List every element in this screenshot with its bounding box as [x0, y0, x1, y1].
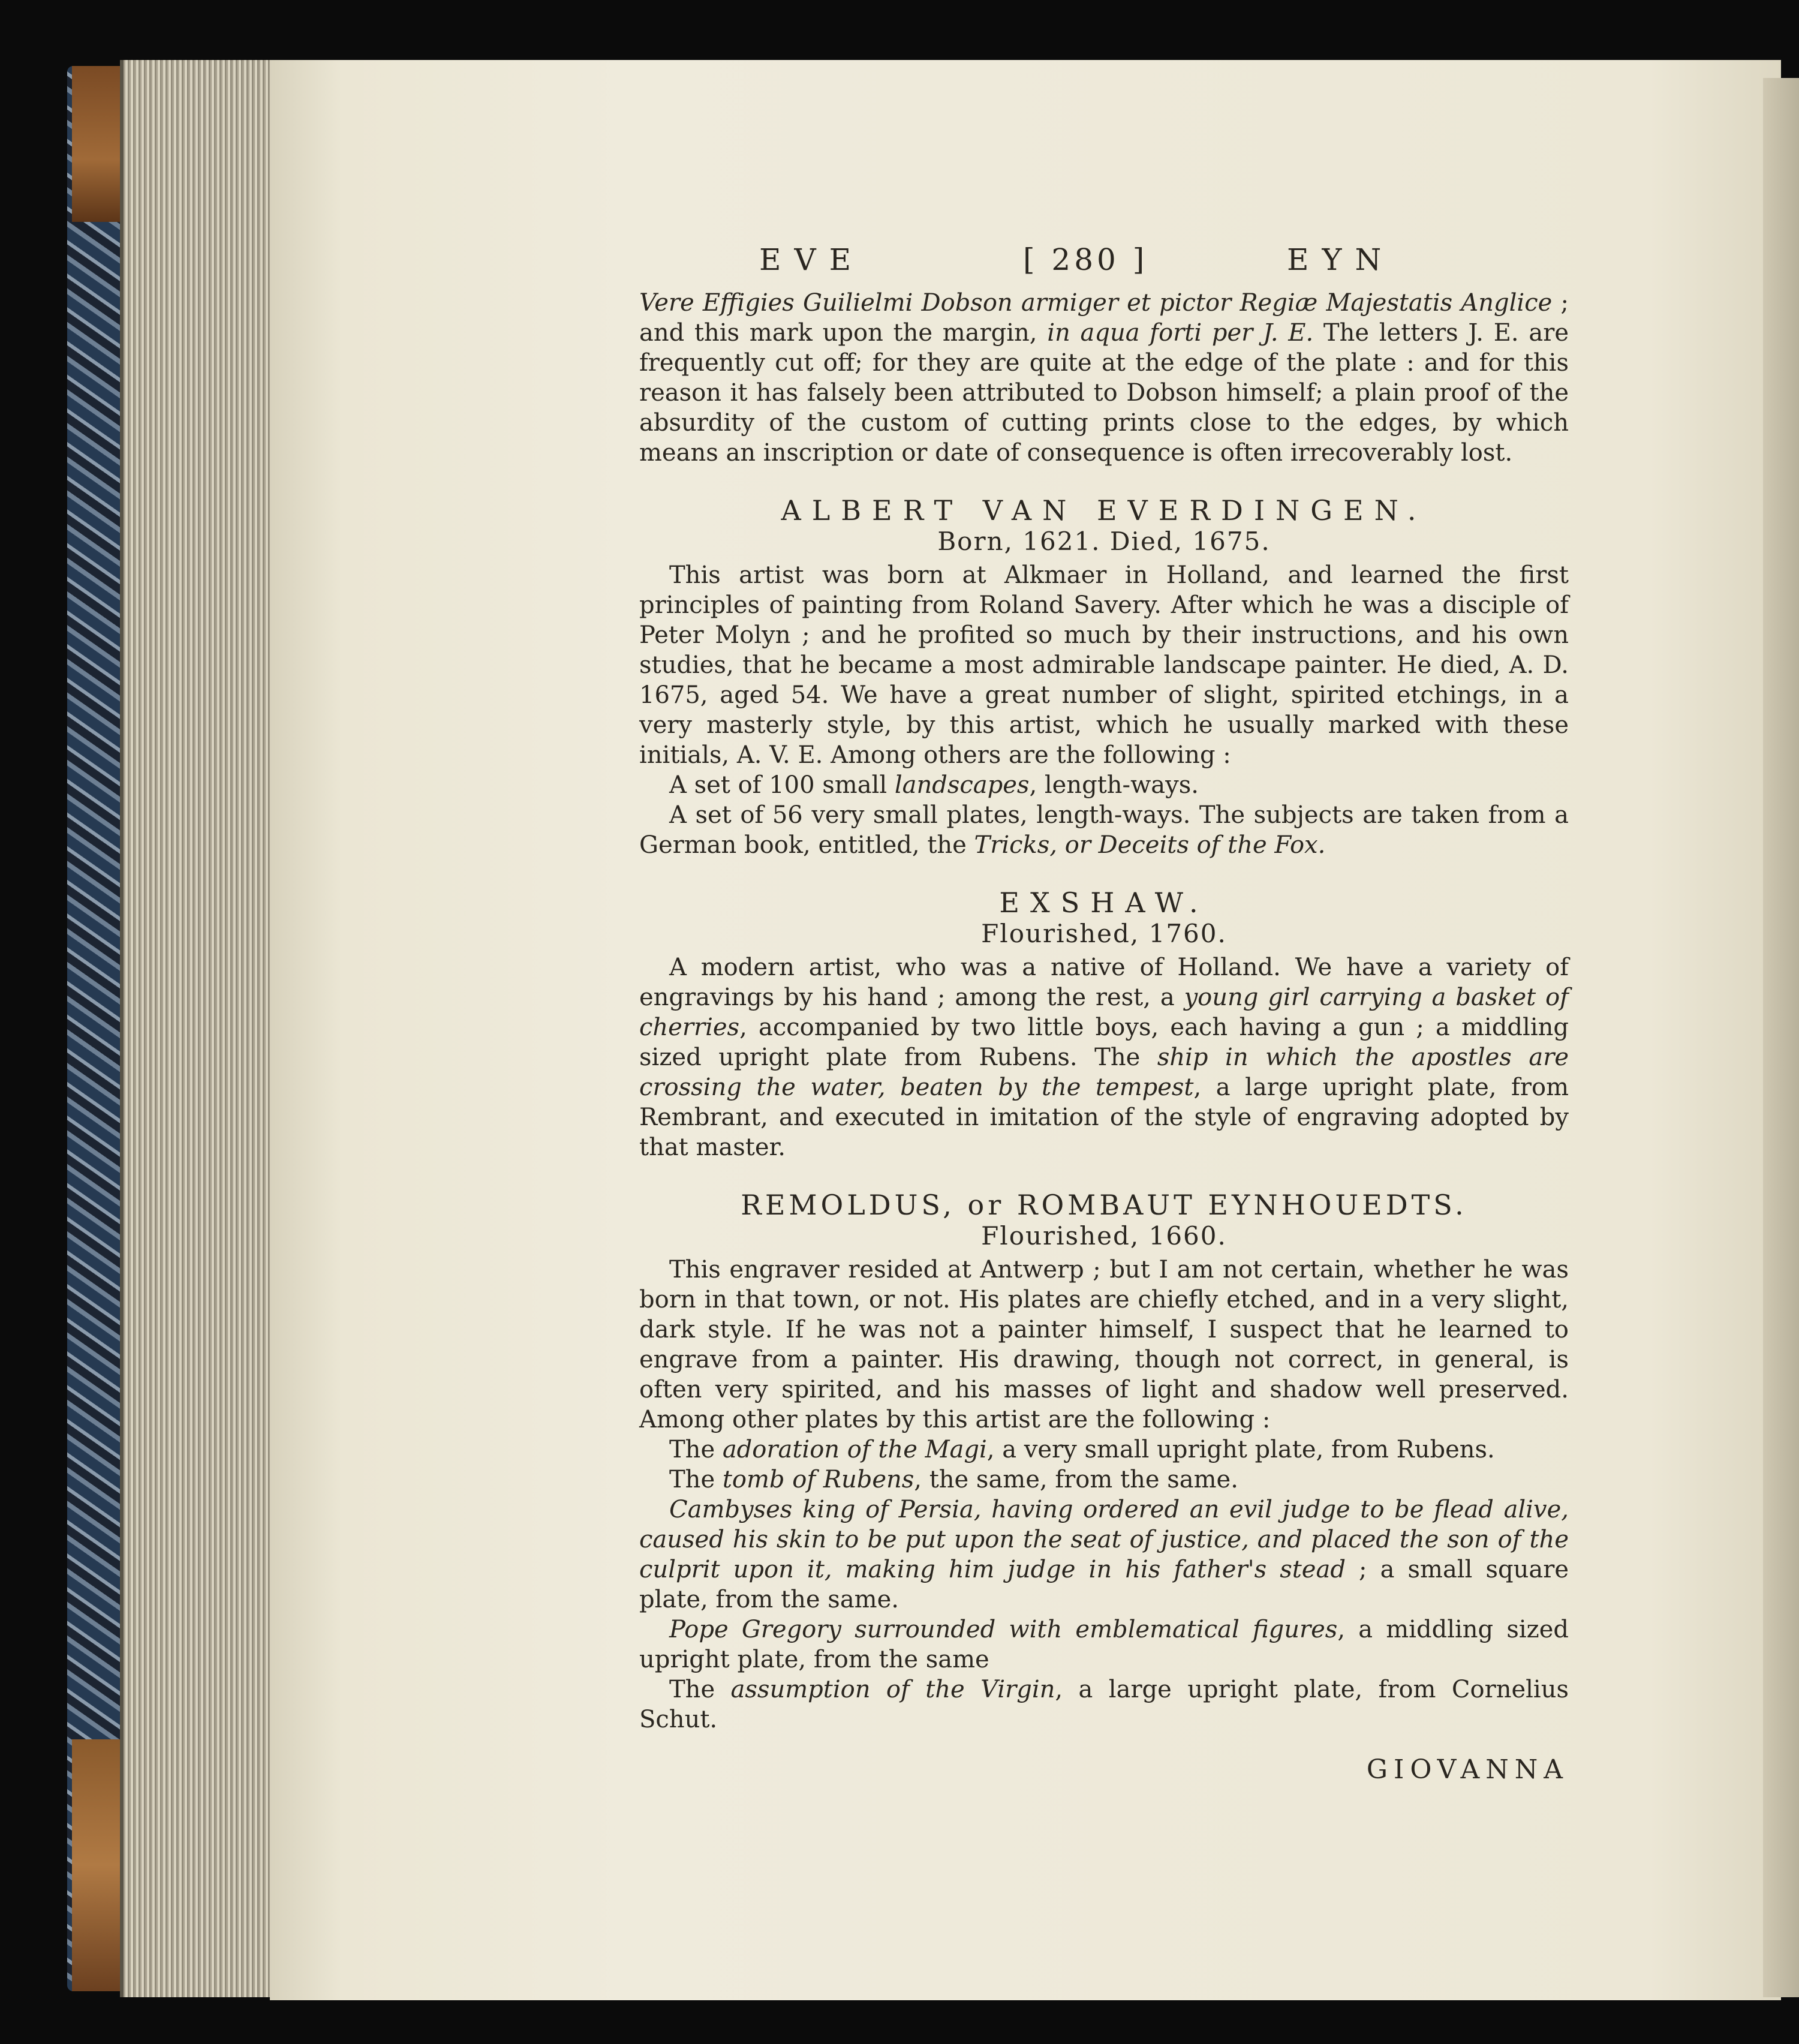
intro-paragraph — [639, 288, 1569, 468]
running-head-right: EYN — [1287, 242, 1395, 277]
eynhouedts-body: This engraver resided at Antwerp ; but I am not certain, whether he was born in that town, or not. His plates are chiefly etched, and in a very slight, dark style. If he was not a painter himself, I suspect that he learned to engrave from a painter. His drawing, though not correct, in general, is often very spirited, and his masses of light and shadow well preserved. Among other plates by this artist are the following : — [639, 1256, 1569, 1433]
eynhouedts-item-2 — [639, 1465, 1569, 1495]
eynhouedts-item-2-italic: tomb of Rubens — [722, 1466, 914, 1493]
intro-text-1: ; and this mark upon the margin, — [639, 289, 1569, 347]
exshaw-text-3: , a large upright plate, from Rembrant, and executed in imitation of the style of engraving adopted by that master. — [639, 1074, 1569, 1161]
intro-text-2: The letters J. E. are frequently cut off; for they are quite at the edge of the plate : and for this reason it has falsely been attributed to Dobson himself; a plain proof of the absurdity of the custom of cutting prints close to the edges, by which means an inscription or date of consequence is often irrecoverably lost. — [639, 319, 1569, 467]
eynhouedts-item-5-tail: , a large upright plate, from Cornelius Schut. — [639, 1676, 1569, 1733]
intro-italic-1: Vere Effigies Guilielmi Dobson armiger et pictor Regiæ Majestatis Anglice — [639, 289, 1553, 317]
exshaw-body — [639, 952, 1569, 1162]
everdingen-item-2 — [639, 800, 1569, 860]
eynhouedts-item-1-italic: adoration of the Magi — [722, 1436, 987, 1463]
everdingen-item-1-text: A set of 100 small — [669, 771, 895, 799]
eynhouedts-item-5-italic: assumption of the Virgin — [730, 1676, 1055, 1703]
running-head-left: EVE — [759, 242, 865, 277]
exshaw-italic-1: young girl carrying a basket of cherries — [639, 984, 1569, 1041]
eynhouedts-item-4-tail: , a middling sized upright plate, from the same — [639, 1616, 1569, 1673]
everdingen-body: This artist was born at Alkmaer in Holland, and learned the first principles of painting from Roland Savery. After which he was a disciple of Peter Molyn ; and he profited so much by their instructions, and his own studies, that he became a most admirable landscape painter. He died, A. D. 1675, aged 54. We have a great number of slight, spirited etchings, in a very masterly style, by this artist, which he usually marked with these initials, A. V. E. Among others are the following : — [639, 561, 1569, 769]
eynhouedts-item-5-text: The — [669, 1676, 731, 1703]
page-edges — [120, 60, 273, 1997]
exshaw-heading: EXSHAW. — [999, 886, 1209, 919]
everdingen-item-1-italic: landscapes — [894, 771, 1030, 799]
eynhouedts-item-3 — [639, 1495, 1569, 1615]
everdingen-dates: Born, 1621. Died, 1675. — [937, 527, 1271, 556]
eynhouedts-item-2-text: The — [669, 1466, 723, 1493]
exshaw-dates: Flourished, 1760. — [981, 919, 1227, 948]
eynhouedts-item-2-tail: , the same, from the same. — [914, 1466, 1238, 1493]
intro-italic-2: in aqua forti per J. E. — [1047, 319, 1314, 347]
facing-page-edge — [1763, 78, 1799, 1997]
leather-spine-bottom — [72, 1739, 126, 1991]
eynhouedts-item-4-italic: Pope Gregory surrounded with emblematical figures — [669, 1616, 1338, 1643]
everdingen-heading: ALBERT VAN EVERDINGEN. — [781, 494, 1427, 527]
eynhouedts-item-1 — [639, 1435, 1569, 1465]
everdingen-item-2-italic: Tricks, or Deceits of the Fox. — [974, 831, 1326, 859]
everdingen-item-1-tail: , length-ways. — [1029, 771, 1199, 799]
page-number: [ 280 ] — [1023, 242, 1148, 277]
page-text — [639, 240, 1569, 1785]
catchword: GIOVANNA — [1366, 1754, 1569, 1785]
eynhouedts-item-1-text: The — [669, 1436, 723, 1463]
exshaw-italic-2: ship in which the apostles are crossing the water, beaten by the tempest — [639, 1044, 1569, 1101]
eynhouedts-dates: Flourished, 1660. — [981, 1221, 1227, 1251]
exshaw-text-2: , accompanied by two little boys, each having a gun ; a middling sized upright plate from Rubens. The — [639, 1014, 1569, 1071]
everdingen-item-2-text: A set of 56 very small plates, length-ways. The subjects are taken from a German book, entitled, the — [639, 801, 1569, 859]
running-head — [639, 240, 1569, 288]
eynhouedts-item-1-tail: , a very small upright plate, from Rubens. — [986, 1436, 1495, 1463]
everdingen-item-1 — [639, 770, 1569, 800]
eynhouedts-item-4 — [639, 1615, 1569, 1675]
eynhouedts-item-3-italic: Cambyses king of Persia, having ordered an evil judge to be flead alive, caused his skin to be put upon the seat of justice, and placed the son of the culprit upon it, making him judge in his father's stead — [639, 1496, 1569, 1583]
eynhouedts-item-5 — [639, 1675, 1569, 1735]
eynhouedts-item-3-tail: ; a small square plate, from the same. — [639, 1556, 1569, 1613]
exshaw-text-1: A modern artist, who was a native of Holland. We have a variety of engravings by his hand ; among the rest, a — [639, 954, 1569, 1011]
eynhouedts-heading: REMOLDUS, or ROMBAUT EYNHOUEDTS. — [741, 1189, 1467, 1221]
leather-spine-top — [72, 66, 126, 222]
